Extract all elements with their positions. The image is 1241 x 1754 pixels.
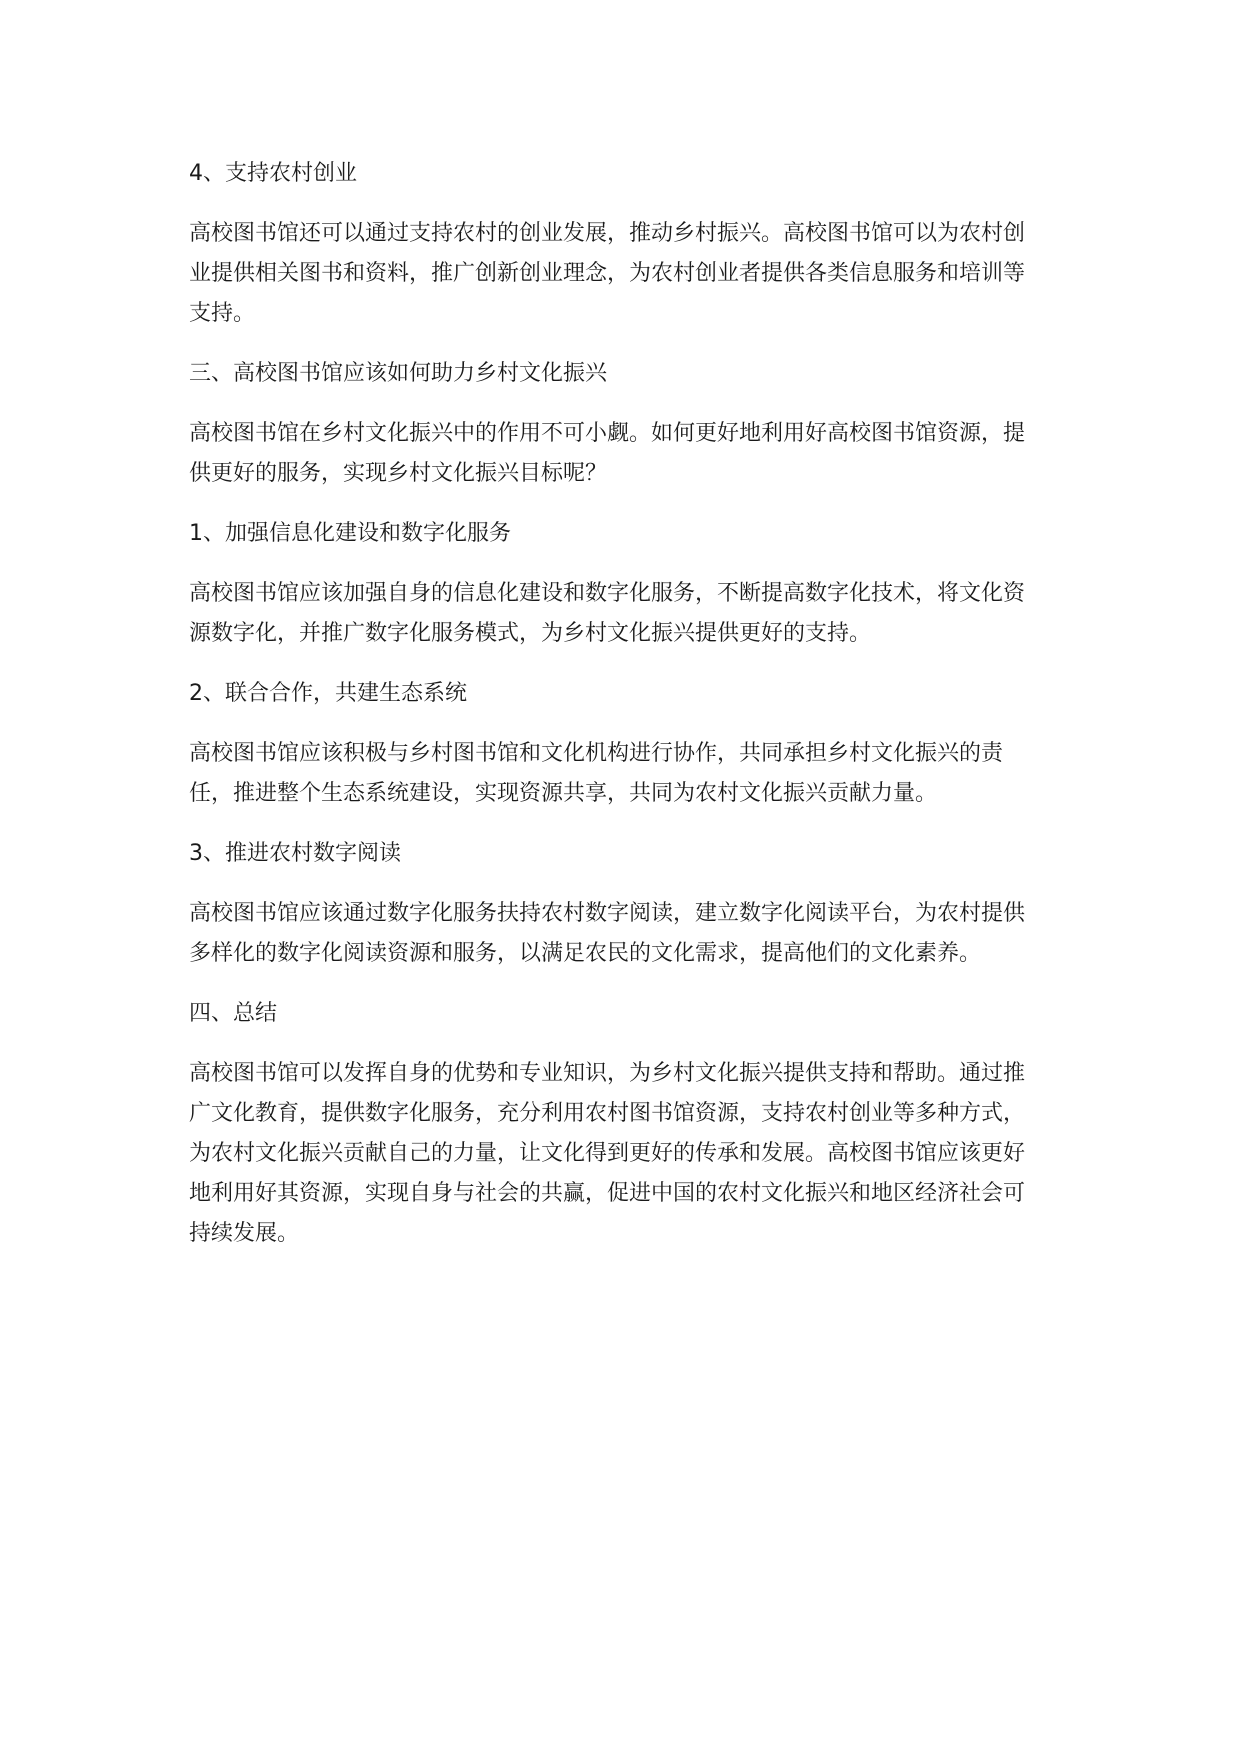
paragraph-summary: 高校图书馆可以发挥自身的优势和专业知识，为乡村文化振兴提供支持和帮助。通过推广文化教育，提供数字化服务，充分利用农村图书馆资源，支持农村创业等多种方式，为农村文化振兴贡献自己的力量，让文化得到更好的传承和发展。高校图书馆应该更好地利用好其资源，实现自身与社会的共赢，促进中国的农村文化振兴和地区经济社会可持续发展。 <box>189 1061 1026 1246</box>
section-heading-cooperation: 2、联合合作，共建生态系统 <box>189 681 467 706</box>
paragraph-rural-entrepreneurship: 高校图书馆还可以通过支持农村的创业发展，推动乡村振兴。高校图书馆可以为农村创业提供相关图书和资料，推广创新创业理念，为农村创业者提供各类信息服务和培训等支持。 <box>189 221 1026 326</box>
paragraph-digital-services: 高校图书馆应该加强自身的信息化建设和数字化服务，不断提高数字化技术，将文化资源数字化，并推广数字化服务模式，为乡村文化振兴提供更好的支持。 <box>189 581 1026 646</box>
section-heading-how-to-help: 三、高校图书馆应该如何助力乡村文化振兴 <box>189 361 608 386</box>
section-heading-digital-reading: 3、推进农村数字阅读 <box>189 841 401 866</box>
paragraph-how-to-help-intro: 高校图书馆在乡村文化振兴中的作用不可小觑。如何更好地利用好高校图书馆资源，提供更好的服务，实现乡村文化振兴目标呢？ <box>189 421 1026 486</box>
section-heading-rural-entrepreneurship: 4、支持农村创业 <box>189 161 357 186</box>
document-body <box>189 154 1043 1274</box>
paragraph-cooperation: 高校图书馆应该积极与乡村图书馆和文化机构进行协作，共同承担乡村文化振兴的责任，推进整个生态系统建设，实现资源共享，共同为农村文化振兴贡献力量。 <box>189 741 1004 806</box>
section-heading-digital-services: 1、加强信息化建设和数字化服务 <box>189 521 511 546</box>
paragraph-digital-reading: 高校图书馆应该通过数字化服务扶持农村数字阅读，建立数字化阅读平台，为农村提供多样化的数字化阅读资源和服务，以满足农民的文化需求，提高他们的文化素养。 <box>189 901 1026 966</box>
section-heading-summary: 四、总结 <box>189 1001 278 1026</box>
